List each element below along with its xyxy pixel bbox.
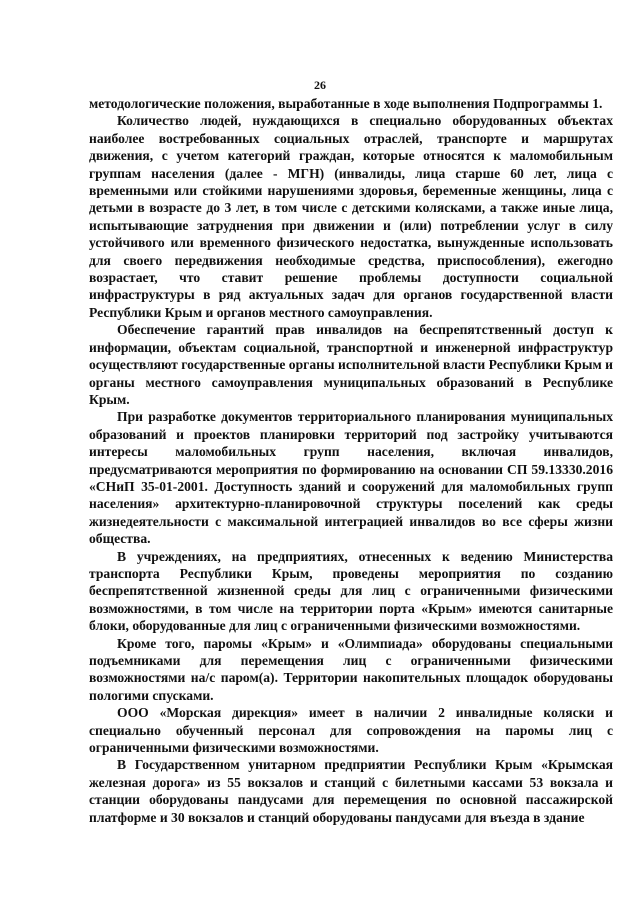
paragraph-marine-directorate: ООО «Морская дирекция» имеет в наличии 2 инвалидные коляски и специально обученный персонал для сопровождения на паромы лиц с ограниченными физическими возможностями. — [89, 705, 613, 756]
document-body — [89, 95, 613, 826]
paragraph-ferries: Кроме того, паромы «Крым» и «Олимпиада» оборудованы специальными подъемниками для перемещения лиц с ограниченными физическими возможностями на/с паром(а). Территории накопительных площадок оборудованы пологими спусками. — [89, 635, 613, 703]
page-number: 26 — [314, 78, 326, 92]
paragraph-rights-guarantee: Обеспечение гарантий прав инвалидов на беспрепятственный доступ к информации, объектам социальной, транспортной и инженерной инфраструктур осуществляют государственные органы исполнительной власти Республики Крым и органы местного самоуправления муниципальных образований в Республике Крым. — [89, 322, 613, 407]
paragraph-railway: В Государственном унитарном предприятии Республики Крым «Крымская железная дорога» из 55 вокзалов и станций с билетными кассами 53 вокзала и станции оборудованы пандусами для перемещения по основной пассажирской платформе и 30 вокзалов и станций оборудованы пандусами для въезда в здание — [89, 757, 613, 825]
paragraph-mgn-population: Количество людей, нуждающихся в специально оборудованных объектах наиболее востребованных социальных отраслей, транспорте и маршрутах движения, с учетом категорий граждан, которые относятся к маломобильным группам населения (далее - МГН) (инвалиды, лица старше 60 лет, лица с временными или стойкими нарушениями здоровья, беременные женщины, лица с детьми в возрасте до 3 лет, в том числе с детскими колясками, а также иные лица, испытывающие затруднения при движении и (или) потреблении услуг в силу устойчивого или временного физического недостатка, вынужденные использовать для своего передвижения необходимые средства, приспособления), ежегодно возрастает, что ставит решение проблемы доступности социальной инфраструктуры в ряд актуальных задач для органов государственной власти Республики Крым и органов местного самоуправления. — [89, 113, 613, 320]
paragraph-transport-ministry: В учреждениях, на предприятиях, отнесенных к ведению Министерства транспорта Республики Крым, проведены мероприятия по созданию беспрепятственной жизненной среды для лиц с ограниченными физическими возможностями, в том числе на территории порта «Крым» имеются санитарные блоки, оборудованные для лиц с ограниченными физическими возможностями. — [89, 548, 613, 634]
paragraph-continuation: методологические положения, выработанные в ходе выполнения Подпрограммы 1. — [89, 96, 603, 111]
paragraph-territorial-planning: При разработке документов территориального планирования муниципальных образований и проектов планировки территорий под застройку учитываются интересы маломобильных групп населения, включая инвалидов, предусматриваются мероприятия по формированию на основании СП 59.13330.2016 «СНиП 35-01-2001. Доступность зданий и сооружений для маломобильных групп населения» архитектурно-планировочной структуры поселений как среды жизнедеятельности с максимальной интеграцией инвалидов во все сферы жизни общества. — [89, 409, 613, 547]
